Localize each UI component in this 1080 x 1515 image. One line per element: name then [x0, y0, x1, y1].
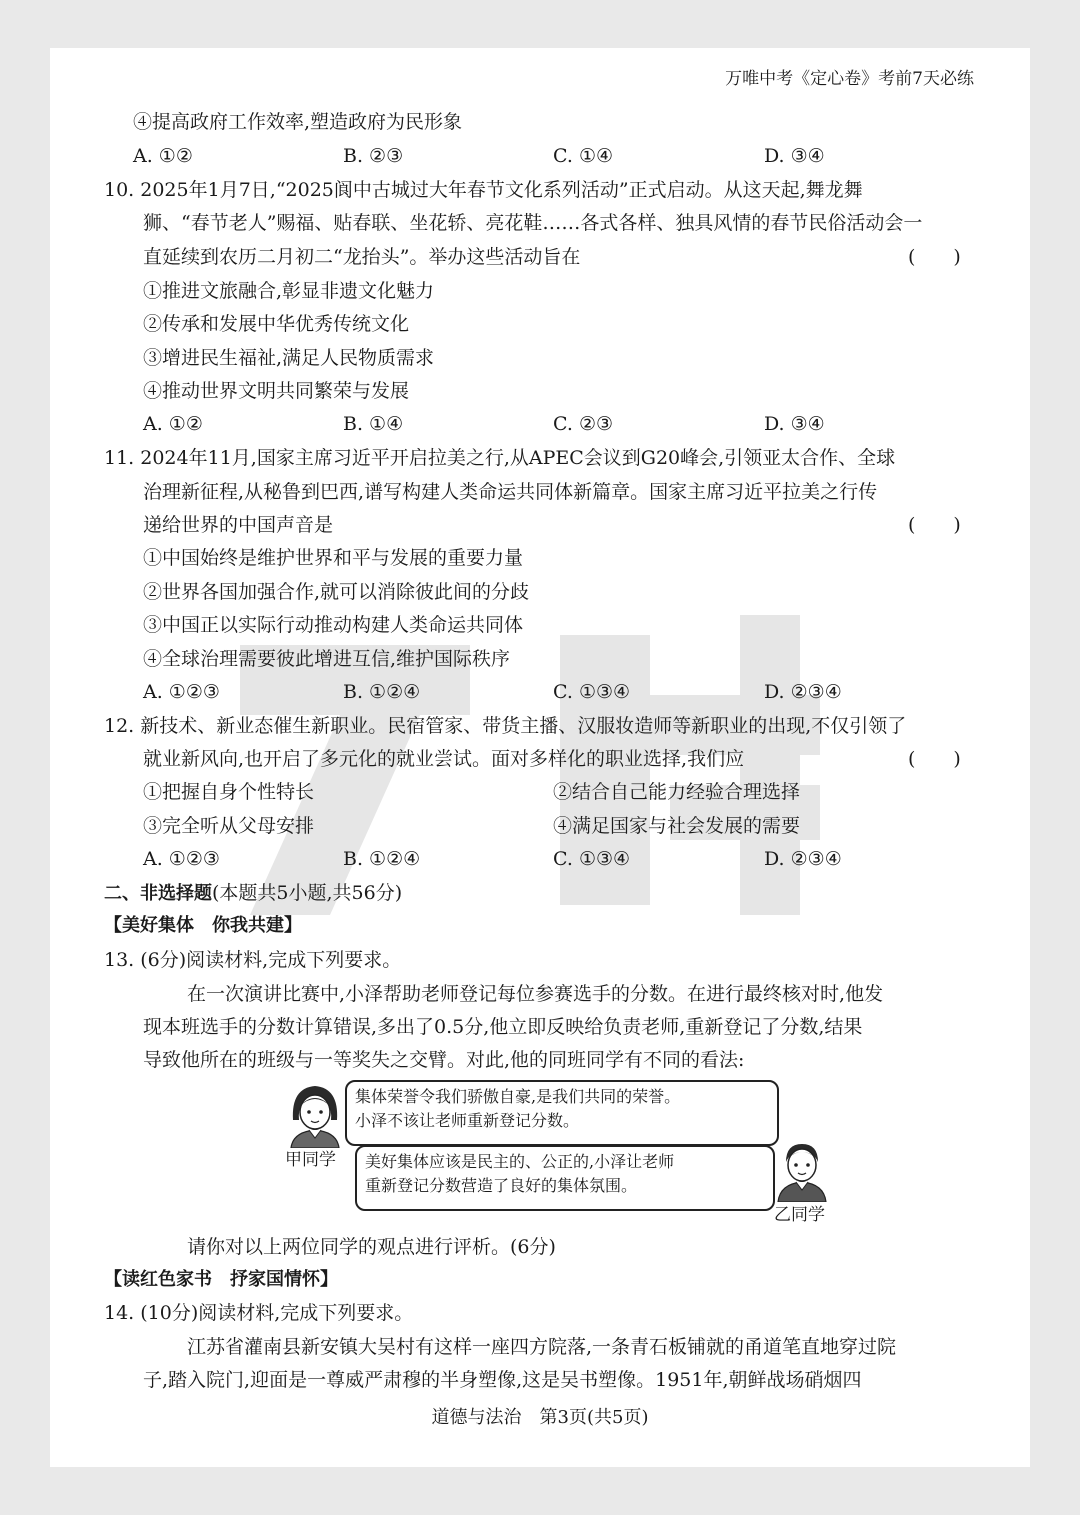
q12-choice-a[interactable]: A. ①②③ — [143, 848, 220, 870]
theme-heading: 【读红色家书 抒家国情怀】 — [104, 1269, 338, 1290]
q11-answer-blank[interactable]: ( ) — [908, 514, 961, 536]
section-note: (本题共5小题,共56分) — [212, 882, 403, 904]
section-title: 二、非选择题 — [104, 883, 212, 904]
speech-bubble-b — [355, 1145, 775, 1211]
q10-choice-b[interactable]: B. ①④ — [343, 413, 404, 435]
q11-stem-line: 治理新征程,从秘鲁到巴西,谱写构建人类命运共同体新篇章。国家主席习近平拉美之行传 — [143, 481, 878, 503]
q11-choice-c[interactable]: C. ①③④ — [553, 681, 631, 703]
q9-choice-a[interactable]: A. ①② — [133, 145, 193, 167]
speech-a-line: 集体荣誉令我们骄傲自豪,是我们共同的荣誉。 — [355, 1087, 681, 1106]
q12-stem-line: 12. 新技术、新业态催生新职业。民宿管家、带货主播、汉服妆造师等新职业的出现,不仅引领了 — [104, 715, 907, 737]
student-b-caption: 乙同学 — [774, 1205, 825, 1225]
q12-answer-blank[interactable]: ( ) — [908, 748, 961, 770]
q14-material-line: 江苏省灌南县新安镇大吴村有这样一座四方院落,一条青石板铺就的甬道笔直地穿过院 — [187, 1336, 897, 1358]
series-header: 万唯中考《定心卷》考前7天必练 — [725, 69, 974, 89]
q11-choice-d[interactable]: D. ②③④ — [764, 681, 842, 703]
speech-b-line: 重新登记分数营造了良好的集体氛围。 — [365, 1176, 638, 1195]
q11-choice-a[interactable]: A. ①②③ — [143, 681, 220, 703]
page-footer: 道德与法治 第3页(共5页) — [431, 1407, 649, 1428]
q10-choice-a[interactable]: A. ①② — [143, 413, 203, 435]
q12-choice-c[interactable]: C. ①③④ — [553, 848, 631, 870]
q11-statement: ①中国始终是维护世界和平与发展的重要力量 — [143, 547, 524, 569]
speech-a-line: 小泽不该让老师重新登记分数。 — [355, 1111, 580, 1130]
q10-statement: ③增进民生福祉,满足人民物质需求 — [143, 347, 435, 369]
q13-material-line: 导致他所在的班级与一等奖失之交臂。对此,他的同班同学有不同的看法: — [143, 1049, 745, 1071]
q11-statement: ②世界各国加强合作,就可以消除彼此间的分歧 — [143, 581, 530, 603]
q11-statement: ③中国正以实际行动推动构建人类命运共同体 — [143, 614, 524, 636]
student-a-figure — [285, 1080, 345, 1148]
theme-heading: 【美好集体 你我共建】 — [104, 915, 302, 936]
q9-choice-d[interactable]: D. ③④ — [764, 145, 825, 167]
q12-choice-b[interactable]: B. ①②④ — [343, 848, 421, 870]
student-b-figure — [770, 1140, 834, 1202]
q9-choice-b[interactable]: B. ②③ — [343, 145, 404, 167]
q10-statement: ④推动世界文明共同繁荣与发展 — [143, 380, 410, 402]
q10-choice-c[interactable]: C. ②③ — [553, 413, 614, 435]
q13-task: 请你对以上两位同学的观点进行评析。(6分) — [187, 1236, 556, 1258]
q9-choice-c[interactable]: C. ①④ — [553, 145, 614, 167]
q12-statement: ①把握自身个性特长 — [143, 781, 315, 803]
q12-stem-line: 就业新风向,也开启了多元化的就业尝试。面对多样化的职业选择,我们应 — [143, 748, 745, 770]
q14-material-line: 子,踏入院门,迎面是一尊威严肃穆的半身塑像,这是吴书塑像。1951年,朝鲜战场硝烟四 — [143, 1369, 862, 1391]
q9-statement-4: ④提高政府工作效率,塑造政府为民形象 — [133, 111, 463, 133]
q10-statement: ②传承和发展中华优秀传统文化 — [143, 313, 410, 335]
speech-b-line: 美好集体应该是民主的、公正的,小泽让老师 — [365, 1152, 675, 1171]
q12-choice-d[interactable]: D. ②③④ — [764, 848, 842, 870]
q11-choice-b[interactable]: B. ①②④ — [343, 681, 421, 703]
speech-bubble-a — [345, 1080, 779, 1146]
section-heading — [104, 879, 402, 908]
q12-statement: ③完全听从父母安排 — [143, 815, 315, 837]
q10-stem-line: 狮、“春节老人”赐福、贴春联、坐花轿、亮花鞋……各式各样、独具风情的春节民俗活动会一 — [143, 212, 923, 234]
q12-statement: ④满足国家与社会发展的需要 — [553, 815, 801, 837]
q13-material-line: 在一次演讲比赛中,小泽帮助老师登记每位参赛选手的分数。在进行最终核对时,他发 — [187, 983, 884, 1005]
q13-material-line: 现本班选手的分数计算错误,多出了0.5分,他立即反映给负责老师,重新登记了分数,结果 — [143, 1016, 863, 1038]
q10-stem-line: 10. 2025年1月7日,“2025阆中古城过大年春节文化系列活动”正式启动。从这天起,舞龙舞 — [104, 179, 863, 201]
q10-statement: ①推进文旅融合,彰显非遗文化魅力 — [143, 280, 435, 302]
q13-intro: 13. (6分)阅读材料,完成下列要求。 — [104, 949, 402, 971]
q10-choice-d[interactable]: D. ③④ — [764, 413, 825, 435]
q11-stem-line: 11. 2024年11月,国家主席习近平开启拉美之行,从APEC会议到G20峰会,引领亚太合作、全球 — [104, 447, 896, 469]
q10-answer-blank[interactable]: ( ) — [908, 246, 961, 268]
student-a-caption: 甲同学 — [285, 1150, 336, 1170]
q11-statement: ④全球治理需要彼此增进互信,维护国际秩序 — [143, 648, 511, 670]
q14-intro: 14. (10分)阅读材料,完成下列要求。 — [104, 1302, 414, 1324]
q12-statement: ②结合自己能力经验合理选择 — [553, 781, 801, 803]
q11-stem-line: 递给世界的中国声音是 — [143, 514, 334, 536]
q10-stem-line: 直延续到农历二月初二“龙抬头”。举办这些活动旨在 — [143, 246, 581, 268]
